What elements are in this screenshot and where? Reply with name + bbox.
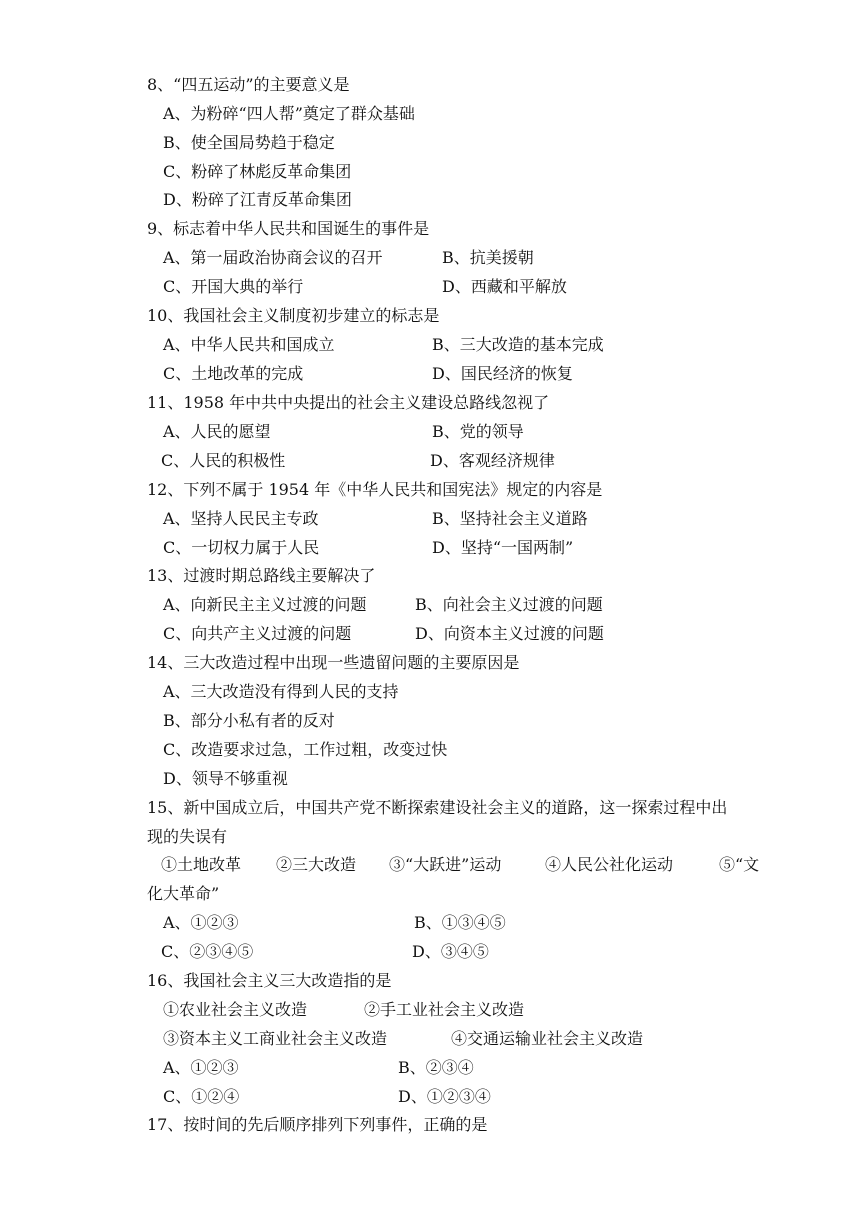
question-14-option-a: A、三大改造没有得到人民的支持 [163, 682, 399, 701]
question-16-option-b: B、②③④ [398, 1058, 474, 1077]
question-15-item-5: ⑤“文 [719, 855, 760, 874]
question-12-option-a: A、坚持人民民主专政 [163, 509, 319, 528]
question-16-item-1: ①农业社会主义改造 [163, 1000, 308, 1019]
question-9-option-c: C、开国大典的举行 [163, 277, 304, 296]
question-16-option-c: C、①②④ [163, 1087, 240, 1106]
question-15-stem-line-1: 15、新中国成立后，中国共产党不断探索建设社会主义的道路，这一探索过程中出 [147, 798, 728, 817]
question-15-option-a: A、①②③ [163, 913, 239, 932]
question-11-option-d: D、客观经济规律 [430, 451, 555, 470]
question-13-option-b: B、向社会主义过渡的问题 [415, 595, 603, 614]
question-9-option-d: D、西藏和平解放 [442, 277, 567, 296]
question-13-option-a: A、向新民主主义过渡的问题 [163, 595, 367, 614]
question-16-item-2: ②手工业社会主义改造 [364, 1000, 525, 1019]
question-16-item-4: ④交通运输业社会主义改造 [451, 1029, 644, 1048]
question-16-option-d: D、①②③④ [398, 1087, 491, 1106]
question-15-item-5-continued: 化大革命” [147, 884, 220, 903]
question-10-option-c: C、土地改革的完成 [163, 364, 304, 383]
question-11-stem: 11、1958 年中共中央提出的社会主义建设总路线忽视了 [147, 393, 550, 412]
question-8-option-a: A、为粉碎“四人帮”奠定了群众基础 [163, 104, 415, 123]
question-14-option-b: B、部分小私有者的反对 [163, 711, 335, 730]
question-16-stem: 16、我国社会主义三大改造指的是 [147, 971, 392, 990]
question-14-option-c: C、改造要求过急，工作过粗，改变过快 [163, 740, 448, 759]
question-10-stem: 10、我国社会主义制度初步建立的标志是 [147, 306, 440, 325]
question-12-stem: 12、下列不属于 1954 年《中华人民共和国宪法》规定的内容是 [147, 480, 603, 499]
question-14-option-d: D、领导不够重视 [163, 769, 288, 788]
question-11-option-c: C、人民的积极性 [161, 451, 286, 470]
question-15-stem-line-2: 现的失误有 [147, 827, 228, 846]
question-8-option-c: C、粉碎了林彪反革命集团 [163, 162, 352, 181]
question-8-stem: 8、“四五运动”的主要意义是 [147, 75, 350, 94]
question-10-option-b: B、三大改造的基本完成 [432, 335, 604, 354]
question-15-item-2: ②三大改造 [276, 855, 357, 874]
question-15-item-4: ④人民公社化运动 [545, 855, 674, 874]
question-15-option-c: C、②③④⑤ [161, 942, 254, 961]
question-10-option-d: D、国民经济的恢复 [432, 364, 573, 383]
question-15-item-1: ①土地改革 [161, 855, 242, 874]
question-13-option-c: C、向共产主义过渡的问题 [163, 624, 352, 643]
question-15-option-b: B、①③④⑤ [414, 913, 506, 932]
question-9-option-b: B、抗美援朝 [442, 248, 534, 267]
question-8-option-d: D、粉碎了江青反革命集团 [163, 190, 352, 209]
question-13-stem: 13、过渡时期总路线主要解决了 [147, 566, 376, 585]
question-15-item-3: ③“大跃进”运动 [389, 855, 502, 874]
question-11-option-b: B、党的领导 [432, 422, 524, 441]
question-9-stem: 9、标志着中华人民共和国诞生的事件是 [147, 219, 430, 238]
question-17-stem: 17、按时间的先后顺序排列下列事件，正确的是 [147, 1115, 488, 1134]
question-16-option-a: A、①②③ [163, 1058, 239, 1077]
question-9-option-a: A、第一届政治协商会议的召开 [163, 248, 383, 267]
question-13-option-d: D、向资本主义过渡的问题 [415, 624, 604, 643]
question-12-option-b: B、坚持社会主义道路 [432, 509, 588, 528]
question-15-option-d: D、③④⑤ [412, 942, 489, 961]
question-8-option-b: B、使全国局势趋于稳定 [163, 133, 335, 152]
question-11-option-a: A、人民的愿望 [163, 422, 271, 441]
question-10-option-a: A、中华人民共和国成立 [163, 335, 335, 354]
question-16-item-3: ③资本主义工商业社会主义改造 [163, 1029, 388, 1048]
question-12-option-d: D、坚持“一国两制” [432, 538, 574, 557]
question-14-stem: 14、三大改造过程中出现一些遗留问题的主要原因是 [147, 653, 520, 672]
question-12-option-c: C、一切权力属于人民 [163, 538, 320, 557]
